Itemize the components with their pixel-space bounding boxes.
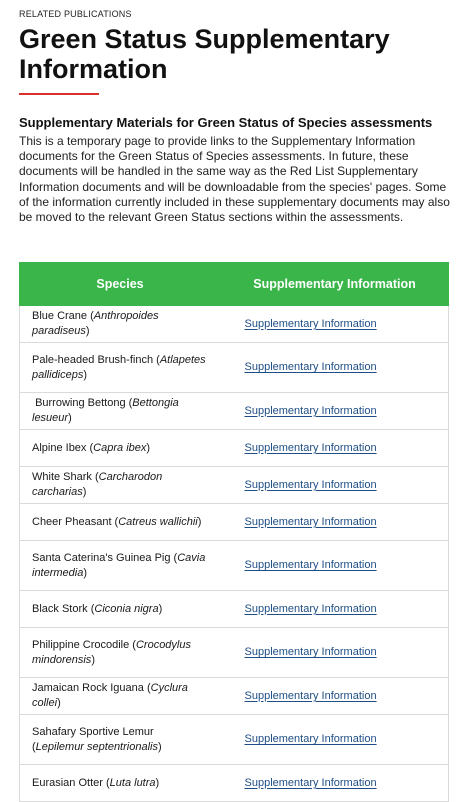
table-row	[20, 467, 449, 504]
species-common-name: Santa Caterina's Guinea Pig	[32, 551, 171, 564]
supplementary-info-link[interactable]: Supplementary Information	[244, 441, 377, 454]
species-scientific-name: Catreus wallichii	[118, 515, 198, 528]
link-cell	[221, 765, 449, 802]
species-scientific-name: Carcharodon carcharias	[32, 471, 163, 499]
table-row	[20, 765, 449, 802]
species-cell: Sahafary Sportive Lemur (Lepilemur septentrionalis)	[20, 715, 221, 765]
species-cell: Pale-headed Brush-finch (Atlapetes pallidiceps)	[20, 343, 221, 393]
species-common-name: Black Stork	[32, 602, 88, 615]
table-row	[20, 678, 449, 715]
species-common-name: Eurasian Otter	[32, 776, 103, 789]
title-underline	[19, 93, 99, 95]
species-scientific-name: Cyclura collei	[32, 682, 188, 710]
species-common-name: Cheer Pheasant	[32, 515, 112, 528]
species-common-name: Alpine Ibex	[32, 441, 87, 454]
table-row	[20, 306, 449, 343]
species-scientific-name: Atlapetes pallidiceps	[32, 353, 206, 381]
species-common-name: Jamaican Rock Iguana	[32, 682, 144, 695]
species-cell: White Shark (Carcharodon carcharias)	[20, 467, 221, 504]
link-cell	[221, 541, 449, 591]
supplementary-info-link[interactable]: Supplementary Information	[244, 317, 377, 330]
species-common-name: Pale-headed Brush-finch	[32, 353, 154, 366]
supplementary-info-link[interactable]: Supplementary Information	[244, 478, 377, 491]
link-cell	[221, 393, 449, 430]
table-row	[20, 343, 449, 393]
species-common-name: Blue Crane	[32, 310, 88, 323]
table-header-row	[20, 263, 449, 306]
supplementary-info-link[interactable]: Supplementary Information	[244, 361, 377, 374]
species-common-name: Sahafary Sportive Lemur	[32, 725, 154, 738]
table-row	[20, 504, 449, 541]
table-row	[20, 591, 449, 628]
species-scientific-name: Lepilemur septentrionalis	[35, 740, 158, 753]
species-scientific-name: Anthropoides paradiseus	[32, 310, 159, 338]
species-common-name: Burrowing Bettong	[32, 397, 126, 410]
column-header-supplementary: Supplementary Information	[221, 263, 449, 306]
species-scientific-name: Cavia intermedia	[32, 551, 206, 579]
species-scientific-name: Crocodylus mindorensis	[32, 638, 191, 666]
species-cell: Jamaican Rock Iguana (Cyclura collei)	[20, 678, 221, 715]
table-row	[20, 393, 449, 430]
section-heading: Supplementary Materials for Green Status of Species assessments	[19, 115, 433, 130]
species-scientific-name: Luta lutra	[109, 776, 156, 789]
intro-paragraph: This is a temporary page to provide links to the Supplementary Information documents for the Green Status of Species assessments. In future, these documents will be handled in the same way as the Red List Supplementary Information documents and will be downloadable from the species' pages. Some of the information currently included in these supplementary documents may also be moved to the relevant Green Status sections within the assessments.	[19, 134, 450, 225]
supplementary-info-link[interactable]: Supplementary Information	[244, 559, 377, 572]
supplementary-info-link[interactable]: Supplementary Information	[244, 404, 377, 417]
link-cell	[221, 715, 449, 765]
supplementary-info-link[interactable]: Supplementary Information	[244, 646, 377, 659]
species-scientific-name: Capra ibex	[93, 441, 147, 454]
table-row	[20, 541, 449, 591]
supplementary-info-link[interactable]: Supplementary Information	[244, 515, 377, 528]
species-cell: Cheer Pheasant (Catreus wallichii)	[20, 504, 221, 541]
species-cell: Alpine Ibex (Capra ibex)	[20, 430, 221, 467]
supplementary-info-link[interactable]: Supplementary Information	[244, 602, 377, 615]
table-row	[20, 628, 449, 678]
link-cell	[221, 678, 449, 715]
link-cell	[221, 628, 449, 678]
link-cell	[221, 430, 449, 467]
page-title: Green Status Supplementary Information	[19, 24, 390, 84]
link-cell	[221, 504, 449, 541]
species-cell: Eurasian Otter (Luta lutra)	[20, 765, 221, 802]
species-common-name: White Shark	[32, 471, 92, 484]
table-row	[20, 430, 449, 467]
species-scientific-name: Bettongia lesueur	[32, 397, 182, 425]
section-eyebrow: RELATED PUBLICATIONS	[19, 9, 132, 19]
link-cell	[221, 591, 449, 628]
species-cell: Santa Caterina's Guinea Pig (Cavia intermedia)	[20, 541, 221, 591]
species-cell: Burrowing Bettong (Bettongia lesueur)	[20, 393, 221, 430]
table-row	[20, 715, 449, 765]
link-cell	[221, 467, 449, 504]
species-cell: Blue Crane (Anthropoides paradiseus)	[20, 306, 221, 343]
column-header-species: Species	[20, 263, 221, 306]
link-cell	[221, 306, 449, 343]
supplementary-info-link[interactable]: Supplementary Information	[244, 689, 377, 702]
supplementary-table	[19, 262, 449, 802]
supplementary-info-link[interactable]: Supplementary Information	[244, 776, 377, 789]
species-cell: Black Stork (Ciconia nigra)	[20, 591, 221, 628]
species-scientific-name: Ciconia nigra	[94, 602, 159, 615]
link-cell	[221, 343, 449, 393]
supplementary-info-link[interactable]: Supplementary Information	[244, 733, 377, 746]
species-common-name: Philippine Crocodile	[32, 638, 130, 651]
species-cell: Philippine Crocodile (Crocodylus mindorensis)	[20, 628, 221, 678]
